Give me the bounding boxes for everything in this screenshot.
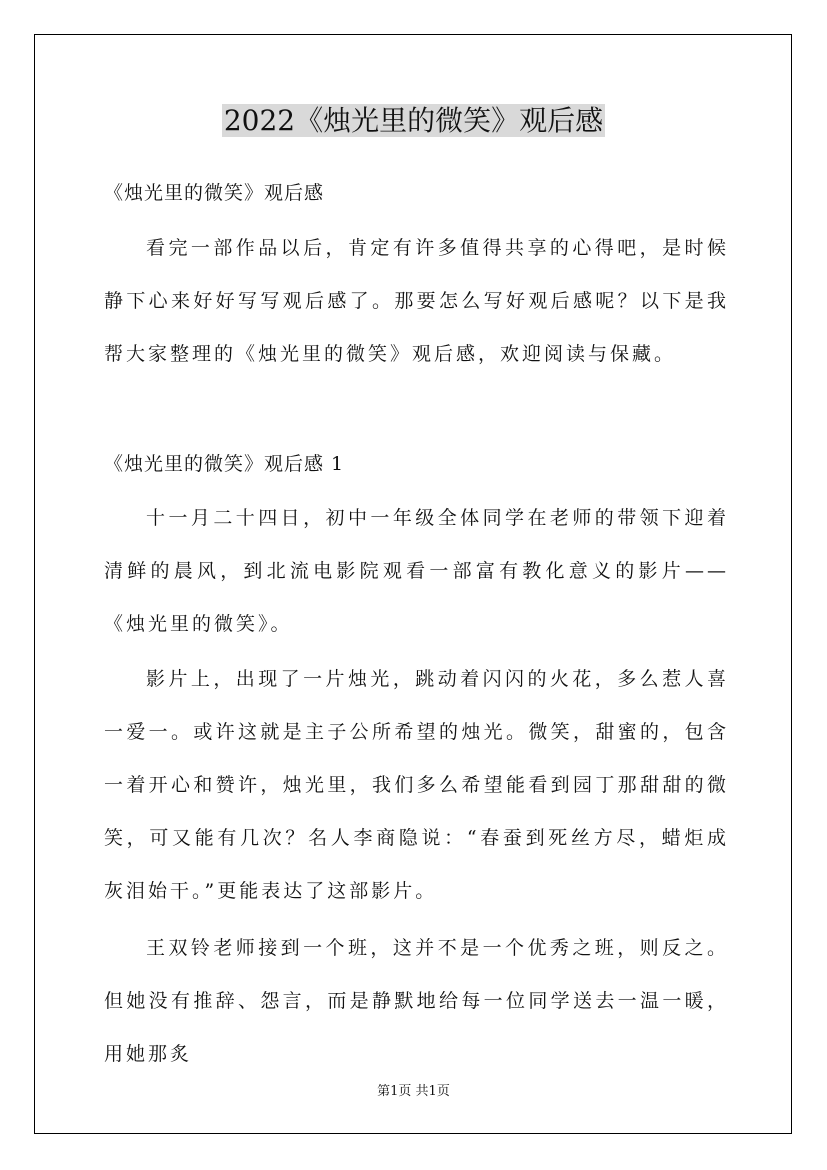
body-paragraph-3: 王双铃老师接到一个班，这并不是一个优秀之班，则反之。但她没有推辞、怨言，而是静默地给每一位同学送去一温一暖，用她那炙 (104, 937, 729, 1065)
page-footer: 第1页 共1页 (377, 1084, 450, 1099)
subtitle: 《烛光里的微笑》观后感 (104, 182, 325, 204)
body-paragraph-1: 十一月二十四日，初中一年级全体同学在老师的带领下迎着清鲜的晨风，到北流电影院观看一部富有教化意义的影片——《烛光里的微笑》。 (104, 507, 729, 635)
section-heading: 《烛光里的微笑》观后感 1 (104, 453, 345, 475)
body-paragraph-2: 影片上，出现了一片烛光，跳动着闪闪的火花，多么惹人喜一爱一。或许这就是主子公所希望的烛光。微笑，甜蜜的，包含一着开心和赞许，烛光里，我们多么希望能看到园丁那甜甜的微笑，可又能有几次？名人李商隐说：“春蚕到死丝方尽，蜡炬成灰泪始干。”更能表达了这部影片。 (104, 668, 729, 902)
title-text: 2022《烛光里的微笑》观后感 (223, 104, 604, 137)
intro-paragraph: 看完一部作品以后，肯定有许多值得共享的心得吧，是时候静下心来好好写写观后感了。那要怎么写好观后感呢？以下是我帮大家整理的《烛光里的微笑》观后感，欢迎阅读与保藏。 (104, 237, 729, 365)
document-title (0, 98, 827, 144)
